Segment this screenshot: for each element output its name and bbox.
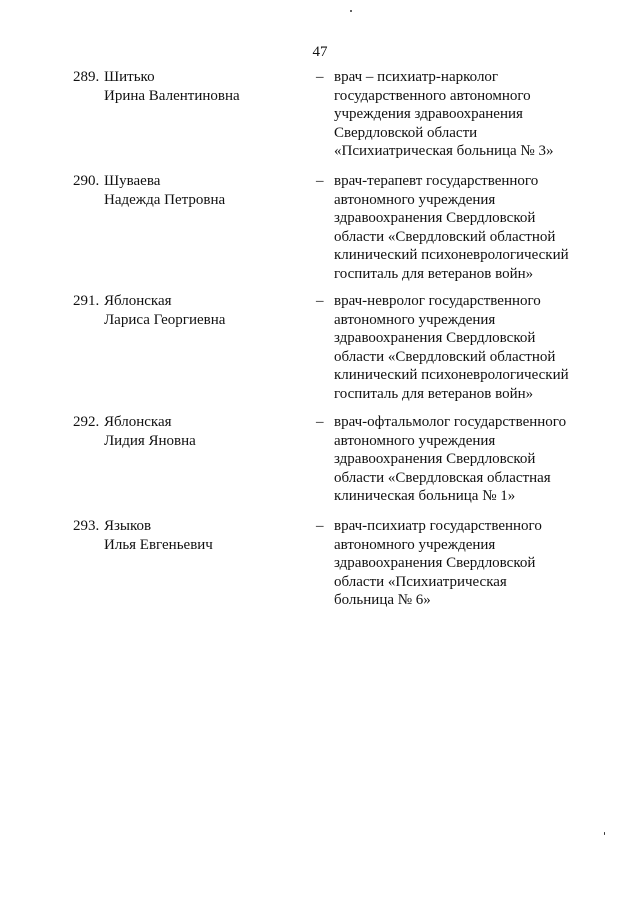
description-line: госпиталь для ветеранов войн» [334, 385, 534, 402]
entry-number: 293. [73, 518, 100, 534]
surname: Яблонская [104, 414, 172, 430]
scan-speck [604, 832, 605, 835]
surname: Языков [104, 518, 152, 534]
position-description [334, 292, 594, 403]
description-line: учреждения здравоохранения [334, 106, 523, 122]
dash-separator: – [316, 293, 324, 309]
description-line: автономного учреждения [334, 536, 496, 553]
description-line: автономного учреждения [334, 311, 496, 328]
surname: Шуваева [104, 173, 161, 189]
scan-speck [350, 10, 352, 12]
surname: Яблонская [104, 293, 172, 309]
given-name-patronymic: Надежда Петровна [104, 191, 226, 208]
description-line: клиническая больница № 1» [334, 488, 516, 504]
given-name-patronymic: Лариса Георгиевна [104, 311, 226, 328]
description-line: области «Свердловский областной [334, 348, 556, 365]
surname: Шитько [104, 69, 155, 85]
description-line: врач-офтальмолог государственного [334, 414, 567, 430]
description-line: области «Свердловский областной [334, 228, 556, 245]
description-line: клинический психоневрологический [334, 367, 569, 383]
description-line: области «Психиатрическая [334, 573, 507, 590]
entry-number: 291. [73, 293, 100, 309]
entry-number: 292. [73, 414, 100, 430]
description-line: здравоохранения Свердловской [334, 330, 536, 346]
description-line: врач-психиатр государственного [334, 518, 542, 534]
dash-separator: – [316, 414, 324, 430]
page-number: 47 [312, 44, 328, 60]
description-line: врач-невролог государственного [334, 293, 541, 309]
description-line: врач-терапевт государственного [334, 173, 539, 189]
person-name [73, 292, 303, 329]
entry-number: 290. [73, 173, 100, 189]
given-name-patronymic: Ирина Валентиновна [104, 87, 240, 104]
description-line: здравоохранения Свердловской [334, 451, 536, 467]
description-line: области «Свердловская областная [334, 469, 551, 486]
description-line: госпиталь для ветеранов войн» [334, 265, 534, 282]
position-description [334, 68, 594, 161]
description-line: здравоохранения Свердловской [334, 210, 536, 226]
description-line: автономного учреждения [334, 432, 496, 449]
person-name [73, 68, 303, 105]
description-line: врач – психиатр-нарколог [334, 69, 499, 85]
description-line: больница № 6» [334, 592, 431, 608]
entry-number: 289. [73, 69, 100, 85]
description-line: государственного автономного [334, 87, 531, 104]
position-description [334, 517, 594, 610]
position-description [334, 172, 594, 283]
person-name [73, 517, 303, 554]
description-line: здравоохранения Свердловской [334, 555, 536, 571]
person-name [73, 413, 303, 450]
description-line: автономного учреждения [334, 191, 496, 208]
dash-separator: – [316, 69, 324, 85]
given-name-patronymic: Лидия Яновна [104, 432, 196, 449]
description-line: Свердловской области [334, 124, 478, 141]
given-name-patronymic: Илья Евгеньевич [104, 536, 213, 553]
person-name [73, 172, 303, 209]
description-line: «Психиатрическая больница № 3» [334, 143, 554, 159]
position-description [334, 413, 594, 506]
dash-separator: – [316, 173, 324, 189]
description-line: клинический психоневрологический [334, 247, 569, 263]
dash-separator: – [316, 518, 324, 534]
